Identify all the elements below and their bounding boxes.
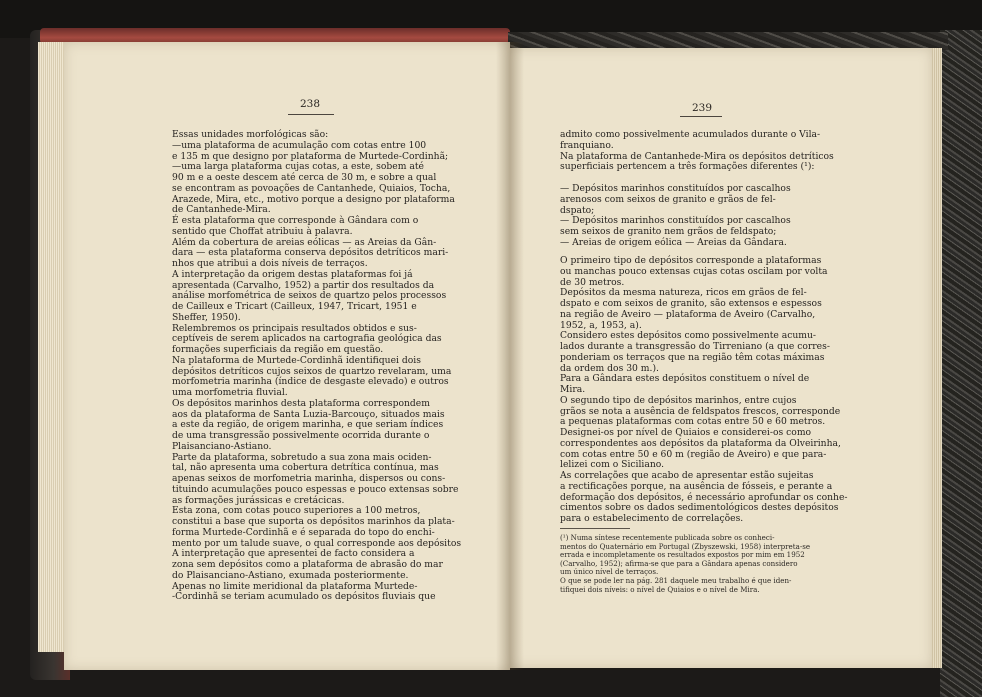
text-line: mentos do Quaternário em Portugal (Zbyszewski, 1958) interpreta-se — [560, 541, 811, 551]
text-line: cimentos sobre os dados sedimentológicos destes depósitos — [560, 502, 839, 514]
text-line: se encontram as povoações de Cantanhede, Quiaios, Tocha, — [172, 182, 451, 194]
right-page-number-rule — [680, 116, 722, 117]
text-line: superficiais pertencem a três formações diferentes (¹): — [560, 161, 815, 173]
text-line: — Depósitos marinhos constituídos por cascalhos — [560, 215, 791, 227]
text-line: arenosos com seixos de granito e grãos de fel- — [560, 193, 776, 205]
text-line: de uma transgressão possivelmente ocorrida durante o — [172, 430, 430, 441]
text-line: É esta plataforma que corresponde à Gândara com o — [172, 215, 419, 226]
text-line: apresentada (Carvalho, 1952) a partir dos resultados da — [172, 279, 435, 291]
text-line: apenas seixos de morfometria marinha, dispersos ou cons- — [172, 473, 446, 484]
text-line: de 30 metros. — [560, 276, 625, 288]
text-line: nhos que atribui a dois níveis de terraços. — [172, 258, 368, 269]
text-line: aos da plataforma de Santa Luzia-Barcouço, situados mais — [172, 408, 445, 420]
text-line: Considero estes depósitos como possivelmente acumu- — [560, 330, 817, 342]
text-line: Apenas no limite meridional da plataforma Murtede- — [172, 580, 418, 592]
text-line: Arazede, Mira, etc., motivo porque a designo por plataforma — [172, 193, 455, 205]
text-line: A interpretação que apresentei de facto considera a — [172, 548, 415, 560]
text-line: Esta zona, com cotas pouco superiores a 100 metros, — [172, 505, 421, 517]
text-line: O que se pode ler na pág. 281 daquele meu trabalho é que iden- — [560, 575, 792, 585]
text-line: ponderiam os terraços que na região têm cotas máximas — [560, 351, 825, 363]
text-line: (Carvalho, 1952); afirma-se que para a Gândara apenas considero — [560, 558, 798, 568]
text-line: sentido que Choffat atribuiu à palavra. — [172, 225, 353, 237]
text-line: errada e incompletamente os resultados expostos por mim em 1952 — [560, 550, 805, 560]
text-line: ceptíveis de serem aplicados na cartografia geológica das — [172, 333, 442, 345]
text-line: grãos se nota a ausência de feldspatos frescos, corresponde — [560, 405, 841, 417]
text-line: morfometria marinha (índice de desgaste elevado) e outros — [172, 376, 449, 388]
text-line: Além da cobertura de areias eólicas — as Areias da Gân- — [172, 236, 437, 248]
text-line: (¹) Numa síntese recentemente publicada sobre os conheci- — [560, 533, 775, 542]
footnote-rule — [560, 528, 630, 529]
text-line: do Plaisanciano-Astiano, exumada posteriormente. — [172, 569, 409, 581]
text-line: Plaisanciano-Astiano. — [172, 440, 272, 452]
text-line: Para a Gândara estes depósitos constituem o nível de — [560, 373, 810, 385]
right-page — [510, 48, 932, 668]
right-page-list — [560, 184, 791, 249]
text-line: análise morfométrica de seixos de quartzo pelos processos — [172, 290, 447, 302]
text-line: Na plataforma de Murtede-Cordinhã identifiquei dois — [172, 354, 421, 366]
text-line: de Cailleux e Tricart (Cailleux, 1947, Tricart, 1951 e — [172, 301, 417, 312]
text-line: Relembremos os principais resultados obtidos e sus- — [172, 322, 417, 334]
text-line: depósitos detríticos cujos seixos de quartzo revelaram, uma — [172, 365, 452, 377]
text-line: As correlações que acabo de apresentar estão sujeitas — [560, 470, 814, 481]
marbled-cover-edge — [940, 30, 982, 697]
text-line: e 135 m que designo por plataforma de Murtede-Cordinhã; — [172, 150, 449, 162]
text-line: Os depósitos marinhos desta plataforma correspondem — [172, 397, 430, 409]
text-line: correspondentes aos depósitos da plataforma da Olveirinha, — [560, 437, 841, 449]
footnotes — [560, 534, 810, 594]
text-line: Mira. — [560, 384, 586, 395]
text-line: Na plataforma de Cantanhede-Mira os depósitos detríticos — [560, 150, 834, 162]
left-page-number: 238 — [299, 98, 321, 110]
text-line: a rectificações porque, na ausência de fósseis, e perante a — [560, 480, 833, 492]
page-edges-left — [38, 42, 66, 652]
left-page-number-rule — [288, 114, 334, 115]
left-page — [64, 42, 510, 670]
text-line: deformação dos depósitos, é necessário aprofundar os conhe- — [560, 491, 848, 503]
text-line: com cotas entre 50 e 60 m (região de Aveiro) e que para- — [560, 448, 827, 460]
text-line: O segundo tipo de depósitos marinhos, entre cujos — [560, 394, 797, 406]
text-line: A interpretação da origem destas plataformas foi já — [172, 268, 413, 280]
right-page-body-top — [560, 130, 834, 173]
text-line: —uma larga plataforma cujas cotas, a este, sobem até — [172, 161, 424, 173]
text-line: dspato e com seixos de granito, são extensos e espessos — [560, 298, 822, 309]
text-line: constitui a base que suporta os depósitos marinhos da plata- — [172, 516, 455, 527]
text-line: admito como possivelmente acumulados durante o Vila- — [560, 129, 821, 140]
right-page-body-bottom — [560, 256, 848, 525]
text-line: Designei-os por nível de Quiaios e considerei-os como — [560, 427, 812, 438]
text-line: dara — esta plataforma conserva depósitos detríticos mari- — [172, 247, 449, 259]
text-line: 90 m e a oeste descem até cerca de 30 m, e sobre a qual — [172, 172, 437, 183]
text-line: forma Murtede-Cordinhã e é separada do topo do enchi- — [172, 526, 435, 538]
text-line: — Areias de origem eólica — Areias da Gândara. — [560, 236, 787, 248]
text-line: —uma plataforma de acumulação com cotas entre 100 — [172, 139, 427, 151]
text-line: da ordem dos 30 m.). — [560, 362, 659, 374]
text-line: a este da região, de origem marinha, e que seriam índices — [172, 419, 444, 431]
text-line: para o estabelecimento de correlações. — [560, 513, 744, 524]
text-line: dspato; — [560, 204, 595, 216]
book-gutter — [496, 42, 524, 670]
right-page-number: 239 — [691, 102, 713, 114]
text-line: lados durante a transgressão do Tirreniano (a que corres- — [560, 341, 830, 352]
text-line: Essas unidades morfológicas são: — [172, 129, 329, 140]
text-line: de Cantanhede-Mira. — [172, 204, 271, 216]
text-line: O primeiro tipo de depósitos corresponde a plataformas — [560, 255, 822, 266]
text-line: formações superficiais da região em questão. — [172, 344, 384, 355]
text-line: sem seixos de granito nem grãos de feldspato; — [560, 226, 777, 237]
text-line: ou manchas pouco extensas cujas cotas oscilam por volta — [560, 265, 828, 277]
text-line: tituindo acumulações pouco espessas e pouco extensas sobre — [172, 483, 459, 495]
text-line: Depósitos da mesma natureza, ricos em grãos de fel- — [560, 287, 807, 299]
text-line: — Depósitos marinhos constituídos por cascalhos — [560, 183, 791, 194]
text-line: na região de Aveiro — plataforma de Aveiro (Carvalho, — [560, 308, 816, 320]
text-line: Parte da plataforma, sobretudo a sua zona mais ociden- — [172, 451, 432, 463]
text-line: tifiquei dois níveis: o nível de Quiaios e o nível de Mira. — [560, 584, 760, 594]
text-line: mento por um talude suave, o qual corresponde aos depósitos — [172, 537, 462, 549]
text-line: a pequenas plataformas com cotas entre 50 e 60 metros. — [560, 416, 826, 428]
text-line: 1952, a, 1953, a). — [560, 319, 642, 331]
text-line: -Cordinhã se teriam acumulado os depósitos fluviais que — [172, 591, 436, 603]
left-page-body — [172, 130, 461, 603]
text-line: tal, não apresenta uma cobertura detrítica contínua, mas — [172, 462, 439, 474]
text-line: as formações jurássicas e cretácicas. — [172, 494, 345, 506]
text-line: uma morfometria fluvial. — [172, 387, 288, 398]
text-line: lelizei com o Siciliano. — [560, 459, 665, 471]
text-line: um único nível de terraços. — [560, 567, 659, 577]
text-line: franquiano. — [560, 139, 614, 151]
text-line: Sheffer, 1950). — [172, 311, 241, 323]
text-line: zona sem depósitos como a plataforma de abrasão do mar — [172, 559, 443, 570]
